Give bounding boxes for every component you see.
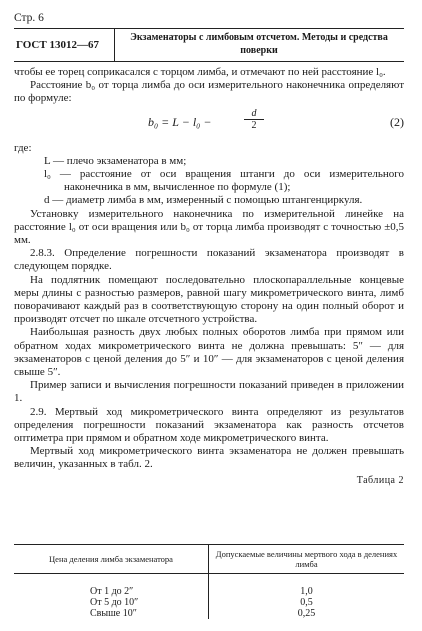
table-cell: От 1 до 2″ — [14, 574, 209, 598]
standard-number: ГОСТ 13012—67 — [14, 29, 115, 61]
formula-numerator: d — [244, 108, 264, 120]
paragraph: Пример записи и вычисления погрешности показаний приведен в приложении 1. — [14, 379, 404, 405]
paragraph: 2.9. Мертвый ход микрометрического винта определяют из результатов определения погрешности показаний экзаменатора как разность отсчетов оптиметра при прямом и обратном ходе микрометрического винта. — [14, 405, 404, 445]
table-cell: От 5 до 10″ — [14, 597, 209, 608]
body-text — [14, 66, 404, 491]
definition: L — плечо экзаменатора в мм; — [44, 154, 187, 167]
formula-lhs: b₀ = L − l₀ − — [148, 114, 212, 129]
table-header-row — [14, 545, 404, 574]
formula-denominator: 2 — [251, 119, 257, 131]
paragraph: Установку измерительного наконечника по измерительной линейке на расстояние l₀ от оси вращения или b₀ от торца лимба производят с точностью ±0,5 мм. — [14, 207, 404, 247]
table-cell: Свыше 10″ — [14, 608, 209, 619]
paragraph: Расстояние b₀ от торца лимба до оси измерительного наконечника определяют по формуле: — [14, 79, 404, 105]
column-header: Цена деления лимба экзаменатора — [14, 545, 209, 574]
column-header: Допускаемые величины мертвого хода в делениях лимба — [209, 545, 405, 574]
definition: d — диаметр лимба в мм, измеренный с помощью штангенциркуля. — [44, 194, 363, 207]
paragraph: 2.8.3. Определение погрешности показаний экзаменатора производят в следующем порядке. — [14, 247, 404, 273]
formula-fraction — [244, 108, 264, 132]
document-title: Экзаменаторы с лимбовым отсчетом. Методы и средства поверки — [130, 32, 388, 56]
table-row — [14, 574, 404, 598]
formula-number: (2) — [390, 114, 404, 129]
table-cell: 0,25 — [297, 608, 316, 619]
table-row — [14, 608, 404, 619]
table-2 — [14, 544, 404, 619]
paragraph: Наибольшая разность двух любых полных оборотов лимба при прямом или обратном ходах микрометрического винта не должна превышать: 5″ — для экзаменаторов с ценой деления до 5″ и 10″ — для экзаменаторов с ценой деления свыше 5″. — [14, 326, 404, 379]
table-cell: 1,0 — [300, 586, 313, 597]
paragraph: Мертвый ход микрометрического винта экзаменатора не должен превышать величин, указанных в табл. 2. — [14, 445, 404, 471]
page-number: Стр. 6 — [14, 12, 44, 24]
where-label: где: — [14, 141, 32, 154]
formula-2 — [14, 108, 404, 138]
definitions — [44, 155, 404, 208]
table-caption: Таблица 2 — [356, 474, 404, 486]
paragraph: чтобы ее торец соприкасался с торцом лимба, и отмечают по ней расстояние l₀. — [14, 66, 386, 78]
paragraph: На подлятник помещают последовательно плоскопараллельные концевые меры длины с разностью размеров, равной шагу микрометрического винта, лимб поворачивают каждый раз в соответствующую сторону на один полный оборот и производят отсчет по шкале отсчетного устройства. — [14, 273, 404, 326]
table-cell: 0,5 — [300, 597, 313, 608]
page-header — [14, 28, 404, 62]
table-row — [14, 597, 404, 608]
definition: l₀ — расстояние от оси вращения штанги до оси измерительного наконечника в мм, вычисленное по формуле (1); — [44, 168, 404, 194]
